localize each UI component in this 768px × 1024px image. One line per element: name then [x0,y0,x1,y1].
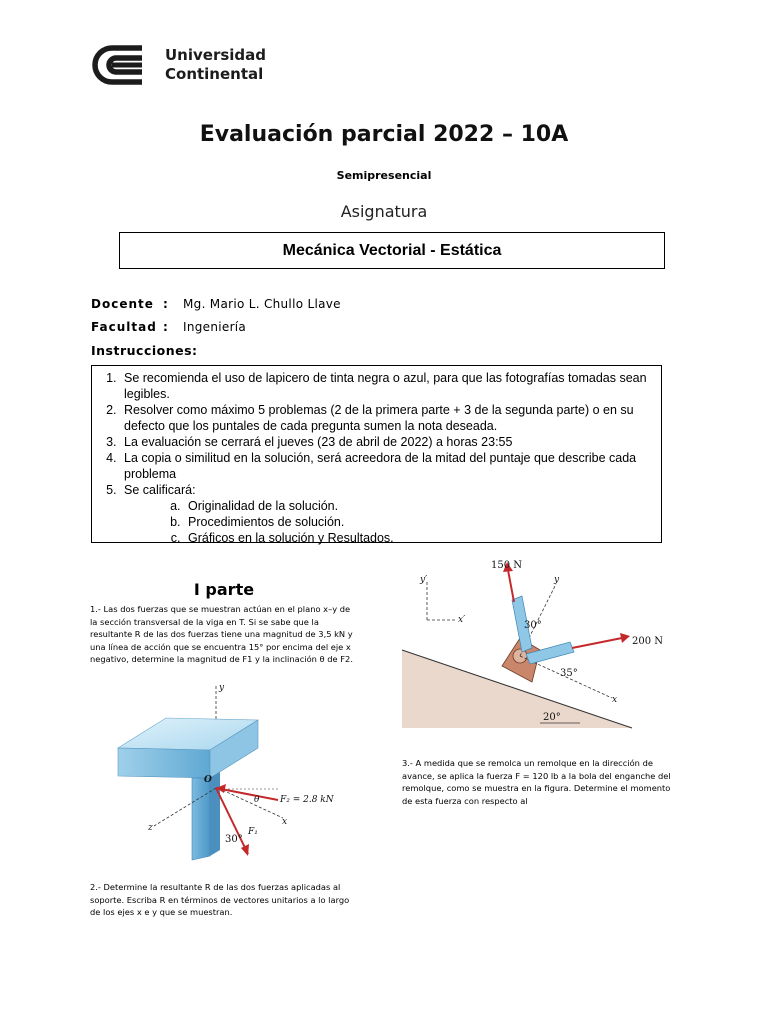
y-axis-label: y [219,683,225,693]
theta-label: θ [254,795,260,805]
logo-line1: Universidad [165,46,267,64]
instruction-subitem: a. Originalidad de la solución. [184,498,661,514]
problem-3-text: 3.- A medida que se remolca un remolque en la dirección de avance, se aplica la fuerza F = 120 lb a la bola del enganche del remolque, como se muestra en la figura. Determine el momento de esta fuerza con respecto al [402,758,671,806]
force-200-arrowhead [620,633,630,643]
mode-label: Semipresencial [336,169,432,182]
page-title: Evaluación parcial 2022 – 10A [199,122,569,147]
web-front [192,778,210,860]
y-axis-label: y [554,575,560,585]
angle-30-label: 30° [225,834,243,845]
flange-front [118,748,210,778]
instructions-heading: Instrucciones: [91,343,198,358]
member-right [526,642,574,664]
y-prime-label: y′ [420,575,428,585]
x-axis-label: x [282,817,288,827]
force-150-line [508,570,514,602]
instruction-item [120,482,661,546]
docente-value: Mg. Mario L. Chullo Llave [183,297,341,311]
bracket-figure [400,558,690,736]
facultad-colon: : [163,320,168,334]
instruction-item: 4. La copia o similitud en la solución, será acreedora de la mitad del puntaje que describe cada problema [120,450,661,482]
origin-label: O [204,775,212,785]
facultad-label: Facultad [91,320,157,334]
logo-line2: Continental [165,65,264,83]
instruction-subitem: b. Procedimientos de solución. [184,514,661,530]
facultad-value: Ingeniería [183,320,247,334]
t-beam-figure [108,678,358,870]
subject-name: Mecánica Vectorial - Estática [282,241,502,259]
subject-box [119,232,665,269]
docente-colon: : [163,297,168,311]
problem-2-text: 2.- Determine la resultante R de las dos fuerzas aplicadas al soporte. Escriba R en términos de vectores unitarios a lo largo de los ejes x e y que se muestran. [90,882,350,917]
force-200-line [572,638,622,648]
instructions-box [91,365,662,543]
force-200-label: 200 N [632,636,664,647]
force-f1-label: F₁ [248,827,258,837]
docente-row [91,297,341,311]
instruction-item: 1. Se recomienda el uso de lapicero de tinta negra o azul, para que las fotografías tomadas sean legibles. [120,370,661,402]
instruction-item-text: Se calificará: [124,483,196,497]
angle-35-label: 35° [560,668,578,679]
instruction-subitem: c. Gráficos en la solución y Resultados. [184,530,661,546]
docente-label: Docente [91,297,154,311]
x-axis-label: x [612,695,618,705]
instruction-item: 3. La evaluación se cerrará el jueves (23 de abril de 2022) a horas 23:55 [120,434,661,450]
x-prime-label: x′ [458,615,466,625]
angle-20-label: 20° [543,712,561,723]
subject-label: Asignatura [340,202,428,221]
angle-30-label: 30° [524,620,542,631]
facultad-row [91,320,246,334]
instructions-sublist [124,498,661,546]
force-f2-line [216,788,278,800]
force-f2-label: F₂ = 2.8 kN [280,795,334,805]
instruction-item: 2. Resolver como máximo 5 problemas (2 de la primera parte + 3 de la segunda parte) o en su defecto que los puntales de cada pregunta sumen la nota deseada. [120,402,661,434]
problem-1-text: 1.- Las dos fuerzas que se muestran actúan en el plano x–y de la sección transversal de la viga en T. Si se sabe que la resultante R de las dos fuerzas tiene una magnitud de 3,5 kN y una línea de acción que se encuentra 15° por encima del eje x negativo, determine la magnitud de F1 y la inclinación θ de F2. [90,604,353,664]
force-150-label: 150 N [491,560,523,571]
section-title: I parte [193,580,255,599]
instructions-list [92,366,661,546]
logo-text [165,46,266,84]
z-axis-label: z [148,823,153,833]
